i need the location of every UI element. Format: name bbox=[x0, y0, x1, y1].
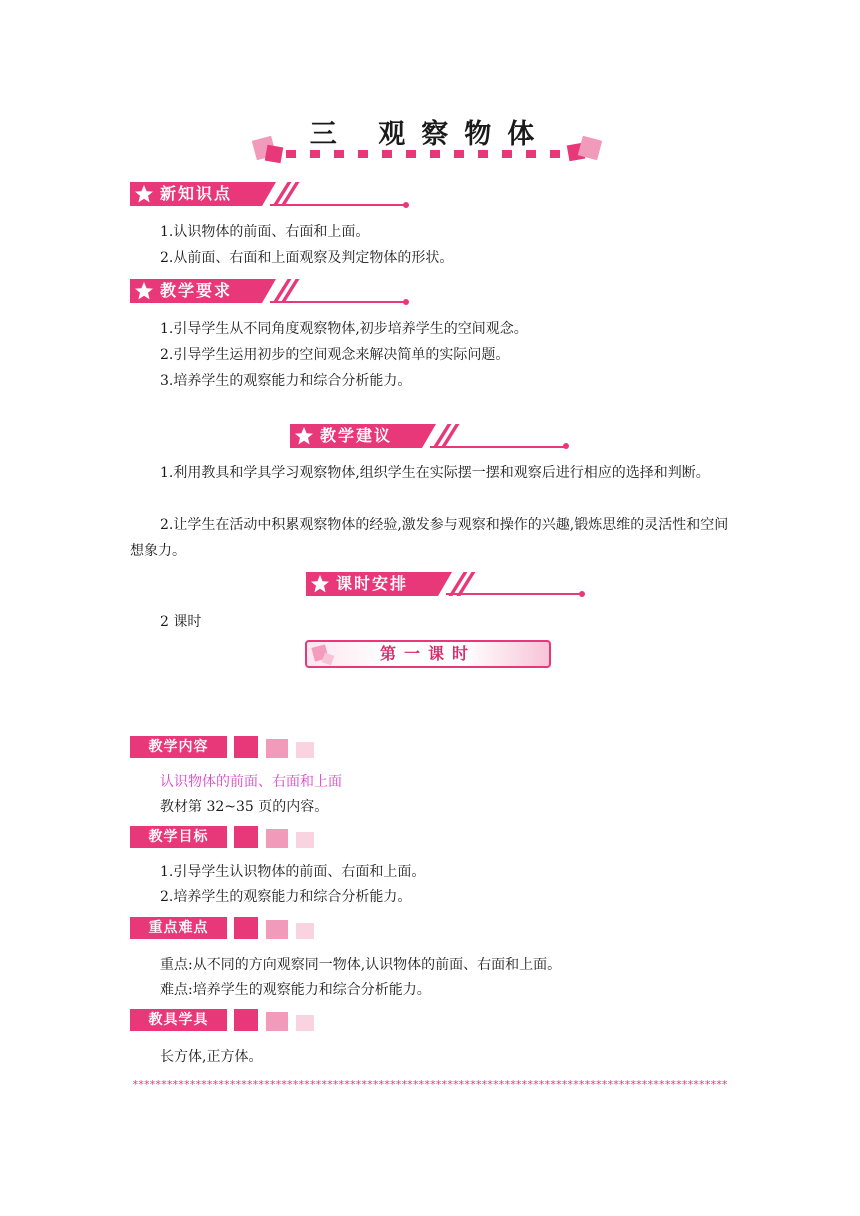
list-item: 2.从前面、右面和上面观察及判定物体的形状。 bbox=[160, 250, 454, 266]
subsection-heading: 教学内容 bbox=[130, 736, 227, 758]
list-item: 2.引导学生运用初步的空间观念来解决简单的实际问题。 bbox=[160, 347, 510, 363]
page-title: 三 观察物体 bbox=[309, 119, 551, 150]
star-icon bbox=[134, 184, 154, 204]
title-decoration bbox=[248, 132, 608, 172]
subsection-header-key-points bbox=[130, 917, 320, 939]
list-item: 1.引导学生认识物体的前面、右面和上面。 bbox=[160, 864, 426, 880]
section-heading: 教学要求 bbox=[160, 281, 233, 300]
section-heading: 课时安排 bbox=[336, 574, 409, 593]
subsection-heading: 教具学具 bbox=[130, 1009, 227, 1031]
star-icon bbox=[310, 574, 330, 594]
lesson-title: 第一课时 bbox=[379, 644, 476, 663]
star-separator: ******************************************************************************************************** bbox=[132, 1079, 728, 1091]
tools-text: 长方体,正方体。 bbox=[160, 1049, 263, 1065]
section-banner-new-knowledge bbox=[130, 182, 420, 208]
paragraph: 1.利用教具和学具学习观察物体,组织学生在实际摆一摆和观察后进行相应的选择和判断。 bbox=[160, 465, 710, 481]
list-item: 3.培养学生的观察能力和综合分析能力。 bbox=[160, 373, 412, 389]
star-icon bbox=[294, 426, 314, 446]
list-item: 1.认识物体的前面、右面和上面。 bbox=[160, 224, 370, 240]
section-heading: 教学建议 bbox=[320, 426, 393, 445]
list-item: 2.培养学生的观察能力和综合分析能力。 bbox=[160, 889, 412, 905]
list-item: 1.引导学生从不同角度观察物体,初步培养学生的空间观念。 bbox=[160, 321, 528, 337]
schedule-text: 2 课时 bbox=[160, 614, 202, 630]
list-item: 难点:培养学生的观察能力和综合分析能力。 bbox=[160, 982, 431, 998]
section-banner-teaching-requirements bbox=[130, 279, 420, 305]
content-text: 教材第 32~35 页的内容。 bbox=[160, 799, 329, 815]
subsection-header-content bbox=[130, 736, 320, 758]
subsection-heading: 重点难点 bbox=[130, 917, 227, 939]
list-item: 重点:从不同的方向观察同一物体,认识物体的前面、右面和上面。 bbox=[160, 957, 562, 973]
subsection-heading: 教学目标 bbox=[130, 826, 227, 848]
topic-title: 认识物体的前面、右面和上面 bbox=[160, 774, 342, 790]
subsection-header-goals bbox=[130, 826, 320, 848]
star-icon bbox=[134, 281, 154, 301]
section-banner-teaching-suggestions bbox=[290, 424, 580, 450]
section-banner-schedule bbox=[306, 572, 596, 598]
section-heading: 新知识点 bbox=[160, 184, 233, 203]
subsection-header-tools bbox=[130, 1009, 320, 1031]
lesson-header bbox=[305, 640, 551, 668]
paragraph: 2.让学生在活动中积累观察物体的经验,激发参与观察和操作的兴趣,锻炼思维的灵活性和空间想象力。 bbox=[130, 517, 729, 559]
